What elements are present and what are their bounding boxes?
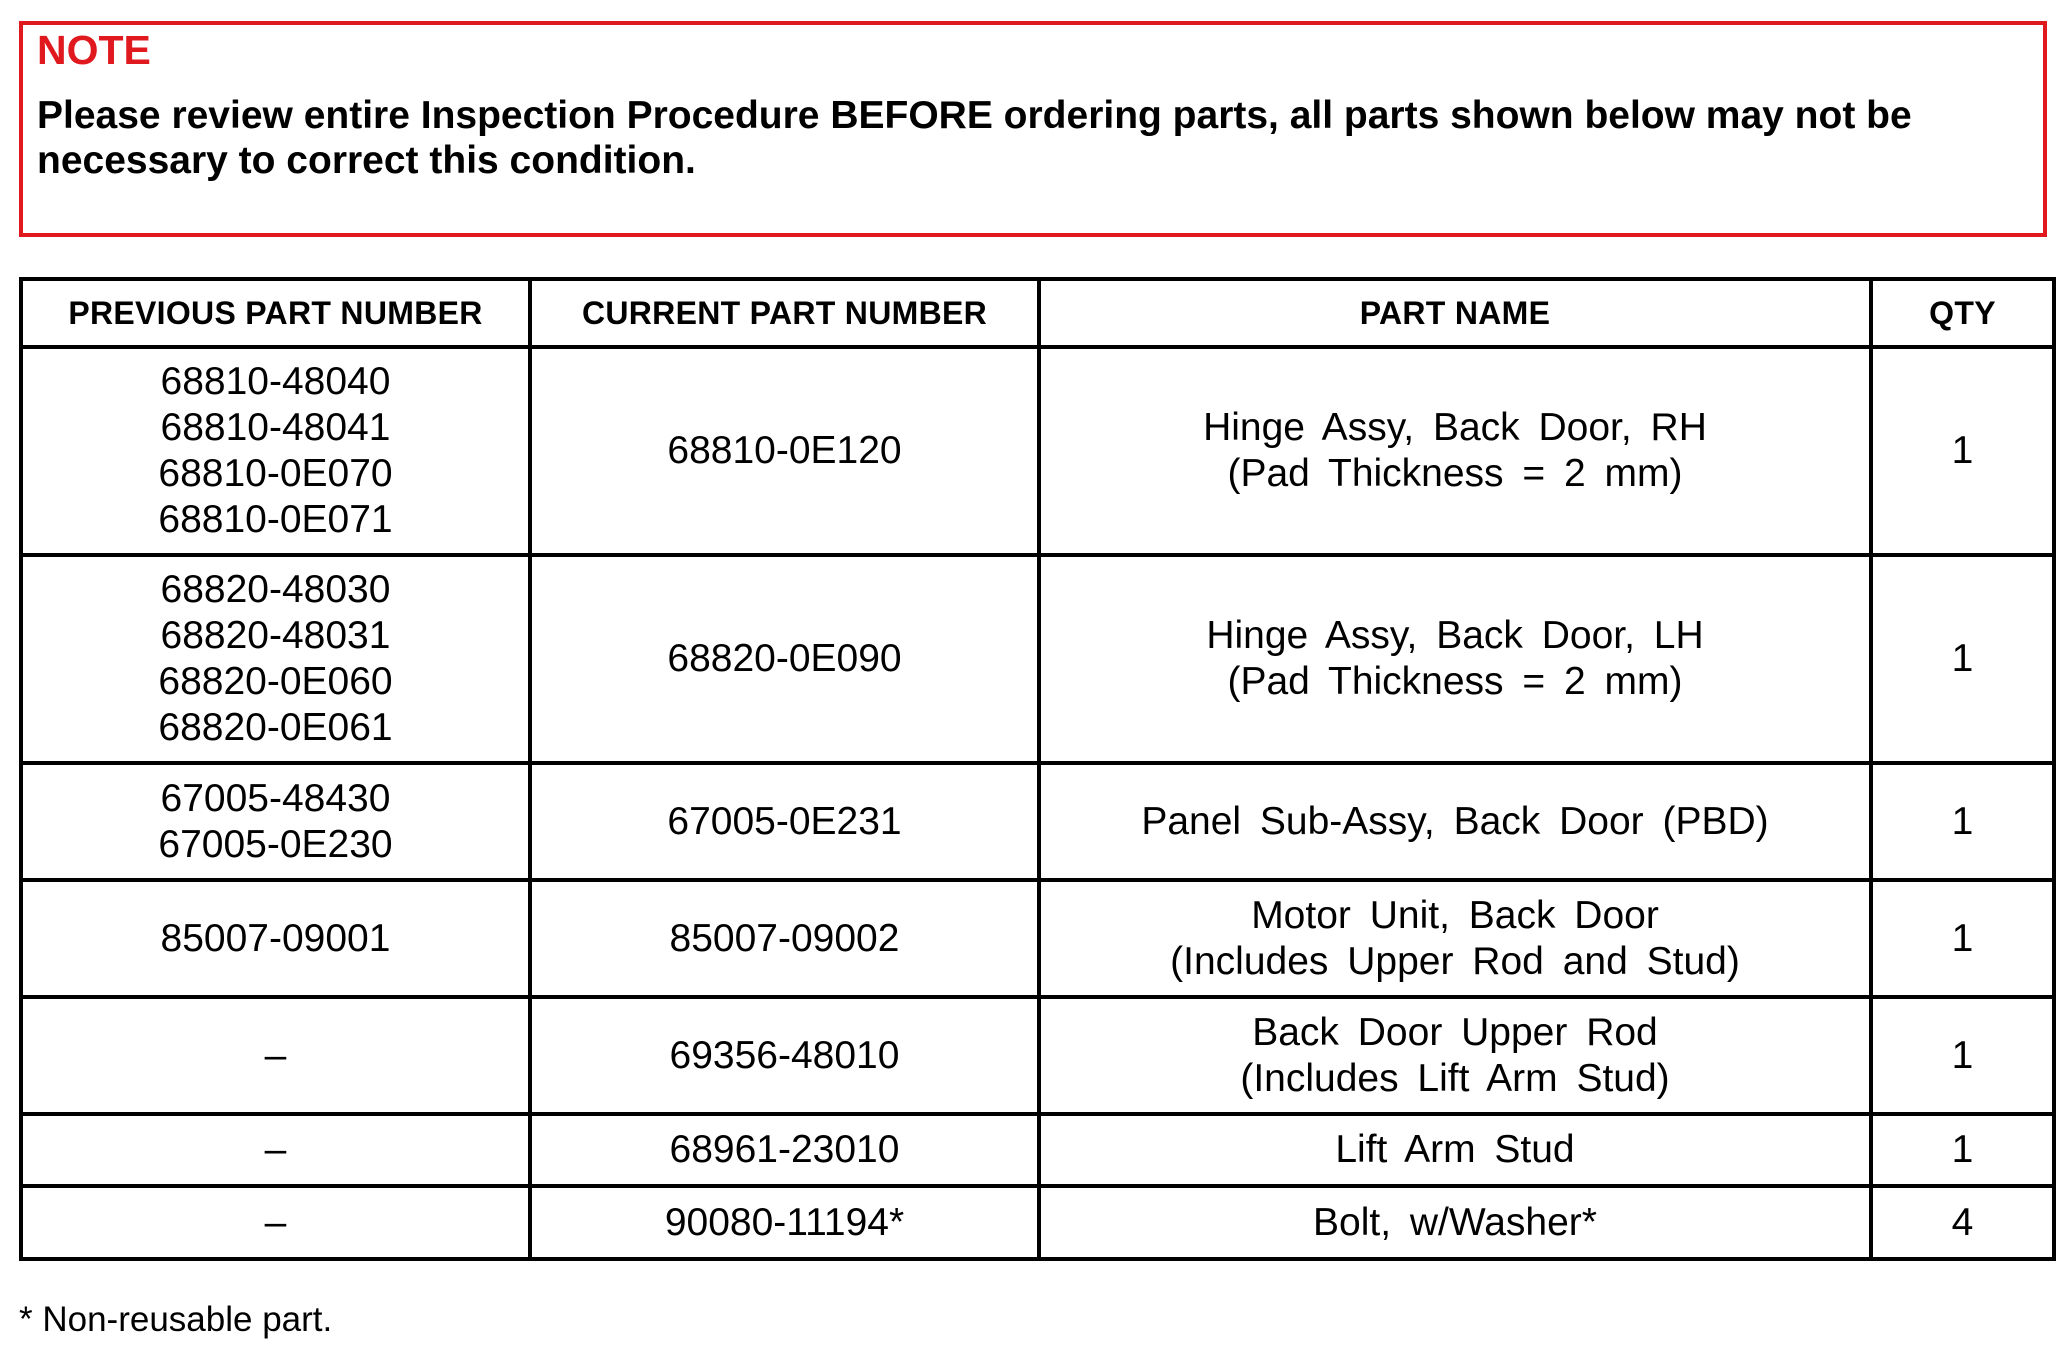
part-name-line: Hinge Assy, Back Door, LH [1206,614,1704,657]
previous-part-number: – [264,1200,287,1244]
part-name-line: (Includes Lift Arm Stud) [1240,1056,1670,1100]
quantity: 4 [1871,1186,2054,1259]
current-part-number: 67005-0E231 [530,763,1039,880]
quantity: 1 [1871,880,2054,997]
part-name-line: (Pad Thickness = 2 mm) [1227,660,1683,703]
previous-part-number: 68810-0E071 [158,498,393,541]
previous-part-number: – [264,1128,287,1171]
quantity: 1 [1871,555,2054,763]
current-part-number: 68961-23010 [530,1114,1039,1186]
part-name-line: Motor Unit, Back Door [1251,893,1659,937]
quantity: 1 [1871,347,2054,555]
previous-part-number: – [264,1033,287,1077]
previous-part-number-cell [21,347,530,555]
quantity: 1 [1871,1114,2054,1186]
part-name-cell [1039,1186,1871,1259]
header-part-name: PART NAME [1039,279,1871,347]
part-name-line: Hinge Assy, Back Door, RH [1203,406,1707,449]
previous-part-number: 68820-48030 [160,568,391,611]
table-row [21,997,2054,1114]
part-name-cell [1039,880,1871,997]
part-name-cell [1039,763,1871,880]
quantity: 1 [1871,997,2054,1114]
previous-part-number: 68810-48040 [160,360,391,403]
previous-part-number-cell [21,880,530,997]
part-name-line: (Pad Thickness = 2 mm) [1227,452,1683,495]
note-title: NOTE [37,27,151,73]
table-row [21,763,2054,880]
part-name-cell [1039,997,1871,1114]
table-header-row [21,279,2054,347]
quantity: 1 [1871,763,2054,880]
parts-table [19,277,2056,1261]
header-current-part-number: CURRENT PART NUMBER [530,279,1039,347]
header-qty: QTY [1871,279,2054,347]
current-part-number: 68820-0E090 [530,555,1039,763]
previous-part-number: 68810-48041 [160,406,391,449]
part-name-line: (Includes Upper Rod and Stud) [1170,939,1740,983]
previous-part-number: 85007-09001 [160,916,391,960]
previous-part-number: 67005-0E230 [158,822,393,866]
current-part-number: 90080-11194* [530,1186,1039,1259]
previous-part-number: 68810-0E070 [158,452,393,495]
note-text: Please review entire Inspection Procedure BEFORE ordering parts, all parts shown below may not be necessary to correct this condition. [37,94,1912,182]
part-name-line: Bolt, w/Washer* [1313,1200,1597,1244]
previous-part-number: 68820-48031 [160,614,391,657]
part-name-cell [1039,555,1871,763]
part-name-line: Panel Sub-Assy, Back Door (PBD) [1141,799,1769,843]
previous-part-number-cell [21,555,530,763]
current-part-number: 68810-0E120 [530,347,1039,555]
previous-part-number: 68820-0E061 [158,706,393,749]
table-row [21,347,2054,555]
header-previous-part-number: PREVIOUS PART NUMBER [21,279,530,347]
current-part-number: 69356-48010 [530,997,1039,1114]
previous-part-number-cell [21,997,530,1114]
table-row [21,1186,2054,1259]
previous-part-number-cell [21,1114,530,1186]
table-row [21,880,2054,997]
table-row [21,555,2054,763]
footnote: * Non-reusable part. [19,1300,333,1339]
part-name-cell [1039,347,1871,555]
previous-part-number: 67005-48430 [160,776,391,820]
previous-part-number-cell [21,763,530,880]
part-name-line: Lift Arm Stud [1335,1128,1575,1171]
part-name-line: Back Door Upper Rod [1252,1010,1658,1054]
previous-part-number: 68820-0E060 [158,660,393,703]
previous-part-number-cell [21,1186,530,1259]
part-name-cell [1039,1114,1871,1186]
current-part-number: 85007-09002 [530,880,1039,997]
table-row [21,1114,2054,1186]
